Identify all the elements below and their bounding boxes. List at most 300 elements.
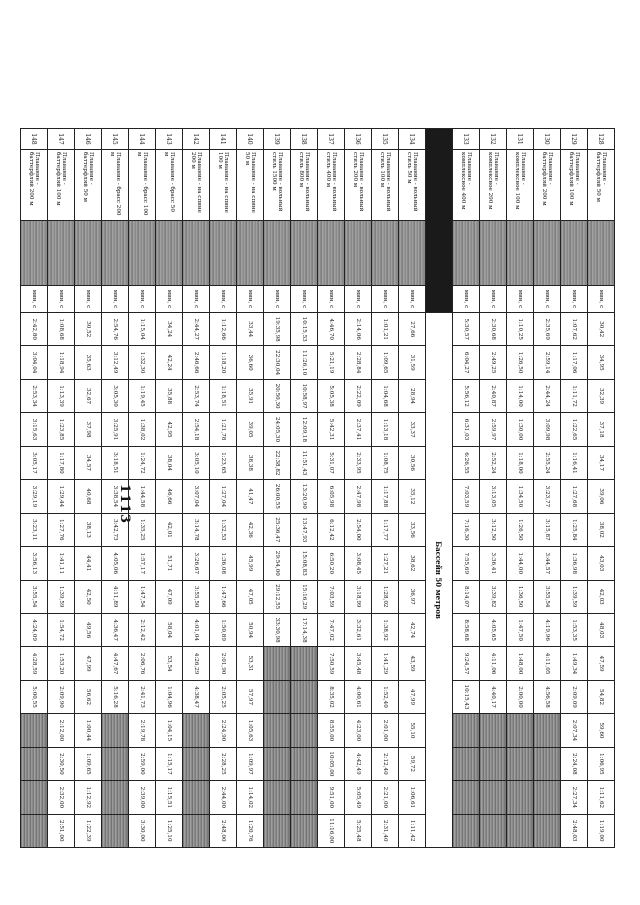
value-cell: [291, 714, 318, 747]
unit-cell: мин, с: [507, 286, 534, 313]
value-cell: 10:15,43: [453, 680, 480, 713]
value-cell: 38,02: [588, 513, 615, 546]
value-cell: 51,71: [156, 547, 183, 580]
value-cell: 2:44,00: [210, 781, 237, 814]
table-row: [21, 129, 48, 848]
unit-cell: мин, с: [210, 286, 237, 313]
value-cell: 3:36,41: [480, 547, 507, 580]
row-number: 128: [588, 129, 615, 150]
table-row: [453, 129, 480, 848]
value-cell: 2:52,24: [480, 446, 507, 479]
value-cell: [264, 680, 291, 713]
value-cell: 39,05: [237, 413, 264, 446]
value-cell: 3:15,63: [21, 413, 48, 446]
redacted-cell: [102, 221, 129, 286]
value-cell: 5:05,49: [345, 781, 372, 814]
value-cell: 3:14,78: [183, 513, 210, 546]
unit-cell: мин, с: [264, 286, 291, 313]
redacted-cell: [318, 221, 345, 286]
value-cell: 1:18,00: [507, 446, 534, 479]
value-cell: 1:00,44: [75, 714, 102, 747]
value-cell: 37,98: [75, 413, 102, 446]
value-cell: 1:17,88: [372, 480, 399, 513]
event-name: Плавание - вольный стиль 200 м: [345, 150, 372, 221]
value-cell: 32,39: [588, 379, 615, 412]
value-cell: [264, 781, 291, 814]
value-cell: 2:47,98: [345, 480, 372, 513]
value-cell: 20:50,30: [264, 379, 291, 412]
value-cell: 34,95: [588, 346, 615, 379]
value-cell: 11:51,43: [291, 446, 318, 479]
value-cell: 1:04,68: [372, 379, 399, 412]
value-cell: 1:25,84: [561, 513, 588, 546]
value-cell: 1:18,94: [48, 346, 75, 379]
value-cell: [102, 814, 129, 847]
table-row: [156, 129, 183, 848]
value-cell: 2:24,90: [210, 714, 237, 747]
value-cell: 1:48,00: [507, 647, 534, 680]
unit-cell: мин, с: [21, 286, 48, 313]
value-cell: 2:14,06: [345, 313, 372, 346]
value-cell: 1:27,68: [561, 480, 588, 513]
value-cell: 10:05,00: [318, 747, 345, 780]
value-cell: 1:13,18: [372, 413, 399, 446]
value-cell: 2:59,97: [480, 413, 507, 446]
value-cell: 6:04,27: [453, 346, 480, 379]
value-cell: 2:44,24: [534, 379, 561, 412]
value-cell: 7:50,59: [318, 647, 345, 680]
value-cell: 1:47,54: [129, 580, 156, 613]
value-cell: 1:08,75: [372, 446, 399, 479]
event-name: Плавание - баттерфляй 50 м: [75, 150, 102, 221]
value-cell: 1:53,35: [561, 613, 588, 646]
value-cell: 38,38: [237, 446, 264, 479]
value-cell: 43,03: [588, 547, 615, 580]
value-cell: 1:41,11: [48, 547, 75, 580]
value-cell: 17:14,38: [291, 613, 318, 646]
value-cell: 55,10: [399, 714, 426, 747]
row-number: 142: [183, 129, 210, 150]
event-name: Плавание - комплексное 200 м: [480, 150, 507, 221]
value-cell: [291, 647, 318, 680]
value-cell: [183, 747, 210, 780]
value-cell: 2:48,00: [210, 814, 237, 847]
value-cell: 1:38,02: [129, 413, 156, 446]
value-cell: 28,94: [399, 379, 426, 412]
value-cell: 2:59,00: [129, 747, 156, 780]
value-cell: 1:54,72: [48, 613, 75, 646]
value-cell: [102, 714, 129, 747]
value-cell: 29:54,00: [264, 547, 291, 580]
value-cell: 34,57: [75, 446, 102, 479]
value-cell: 7:47,02: [318, 613, 345, 646]
value-cell: 3:08,45: [345, 547, 372, 580]
value-cell: 2:54,00: [345, 513, 372, 546]
value-cell: 1:18,20: [210, 346, 237, 379]
value-cell: 3:15,87: [534, 513, 561, 546]
row-number: 134: [399, 129, 426, 150]
value-cell: 2:12,40: [372, 747, 399, 780]
redacted-cell: [75, 221, 102, 286]
unit-cell: мин, с: [561, 286, 588, 313]
value-cell: 3:05,17: [21, 446, 48, 479]
value-cell: [183, 714, 210, 747]
value-cell: 2:41,73: [129, 680, 156, 713]
redacted-cell: [129, 221, 156, 286]
row-number: 148: [21, 129, 48, 150]
value-cell: [183, 781, 210, 814]
value-cell: 4:42,49: [345, 747, 372, 780]
value-cell: [507, 714, 534, 747]
value-cell: 49,56: [75, 613, 102, 646]
value-cell: [291, 781, 318, 814]
value-cell: 10:58,97: [291, 379, 318, 412]
value-cell: 2:55,24: [534, 446, 561, 479]
value-cell: 6:12,42: [318, 513, 345, 546]
table-row: [291, 129, 318, 848]
event-name: Плавание - баттерфляй 100 м: [561, 150, 588, 221]
value-cell: 3:42,73: [102, 513, 129, 546]
value-cell: 4:11,05: [534, 647, 561, 680]
value-cell: 2:07,34: [561, 714, 588, 747]
unit-cell: мин, с: [453, 286, 480, 313]
value-cell: 1:30,00: [507, 413, 534, 446]
value-cell: 2:28,84: [345, 346, 372, 379]
value-cell: 11:26,10: [291, 346, 318, 379]
redacted-cell: [480, 221, 507, 286]
table-row: [210, 129, 237, 848]
value-cell: 38,04: [156, 446, 183, 479]
value-cell: 4:05,65: [480, 613, 507, 646]
standards-table: [20, 128, 615, 848]
value-cell: 15:08,83: [291, 547, 318, 580]
row-number: 131: [507, 129, 534, 150]
value-cell: 40,68: [75, 480, 102, 513]
unit-cell: мин, с: [534, 286, 561, 313]
value-cell: [102, 747, 129, 780]
value-cell: [507, 814, 534, 847]
value-cell: [21, 714, 48, 747]
value-cell: 2:09,09: [561, 680, 588, 713]
table-row: [399, 129, 426, 848]
value-cell: 1:20,76: [237, 814, 264, 847]
redacted-cell: [210, 221, 237, 286]
value-cell: 38,13: [75, 513, 102, 546]
value-cell: 1:49,34: [561, 647, 588, 680]
value-cell: 2:31,40: [372, 814, 399, 847]
row-number: 139: [264, 129, 291, 150]
value-cell: [534, 714, 561, 747]
value-cell: 1:06,61: [399, 781, 426, 814]
value-cell: 2:44,27: [183, 313, 210, 346]
unit-cell: мин, с: [480, 286, 507, 313]
event-name: Плавание - брасс 50 м: [156, 150, 183, 221]
value-cell: [291, 747, 318, 780]
value-cell: 58,04: [156, 613, 183, 646]
value-cell: 36,60: [237, 346, 264, 379]
table-row: [318, 129, 345, 848]
value-cell: 31,59: [399, 346, 426, 379]
value-cell: 3:44,57: [534, 547, 561, 580]
value-cell: 41,47: [237, 480, 264, 513]
value-cell: 8:58,68: [453, 613, 480, 646]
value-cell: 1:23,85: [48, 413, 75, 446]
value-cell: 2:42,80: [21, 313, 48, 346]
value-cell: 1:22,39: [75, 814, 102, 847]
value-cell: 6:26,55: [453, 446, 480, 479]
value-cell: 2:32,00: [48, 781, 75, 814]
redacted-cell: [237, 221, 264, 286]
value-cell: 1:19,45: [129, 379, 156, 412]
value-cell: 42,03: [588, 580, 615, 613]
event-name: Плавание - брасс 200 м: [102, 150, 129, 221]
value-cell: [453, 814, 480, 847]
value-cell: 1:11,42: [399, 814, 426, 847]
value-cell: 22:38,82: [264, 446, 291, 479]
value-cell: [480, 781, 507, 814]
row-number: 138: [291, 129, 318, 150]
value-cell: 4:56,58: [534, 680, 561, 713]
value-cell: 13:20,90: [291, 480, 318, 513]
event-name: Плавание - вольный стиль 400 м: [318, 150, 345, 221]
value-cell: 1:24,72: [129, 446, 156, 479]
value-cell: 38,62: [399, 547, 426, 580]
value-cell: 2:12,42: [129, 613, 156, 646]
event-name: Плавание - брасс 100 м: [129, 150, 156, 221]
value-cell: 47,59: [588, 647, 615, 680]
value-cell: 5:16,28: [102, 680, 129, 713]
value-cell: 2:09,90: [48, 680, 75, 713]
value-cell: [480, 814, 507, 847]
value-cell: 4:36,47: [102, 613, 129, 646]
value-cell: 1:47,50: [507, 613, 534, 646]
value-cell: 33:30,98: [264, 613, 291, 646]
value-cell: 1:26,50: [507, 513, 534, 546]
value-cell: 6:31,03: [453, 413, 480, 446]
value-cell: 5:56,12: [453, 379, 480, 412]
event-name: Плавание - баттерфляй 200 м: [21, 150, 48, 221]
value-cell: 1:36,98: [561, 547, 588, 580]
row-number: 145: [102, 129, 129, 150]
value-cell: 3:07,04: [183, 480, 210, 513]
value-cell: [453, 747, 480, 780]
unit-cell: мин, с: [345, 286, 372, 313]
row-number: 146: [75, 129, 102, 150]
value-cell: 4:19,96: [534, 613, 561, 646]
value-cell: 1:15,17: [156, 747, 183, 780]
value-cell: 9:24,57: [453, 647, 480, 680]
value-cell: 7:55,69: [453, 547, 480, 580]
value-cell: 1:57,17: [129, 547, 156, 580]
value-cell: 3:13,05: [480, 480, 507, 513]
value-cell: 2:06,76: [129, 647, 156, 680]
value-cell: 1:11,72: [561, 379, 588, 412]
section-title: Бассейн 50 метров: [426, 313, 453, 848]
value-cell: 6:05,98: [318, 480, 345, 513]
value-cell: 3:18,51: [102, 446, 129, 479]
value-cell: 2:39,00: [129, 781, 156, 814]
value-cell: 4:40,17: [480, 680, 507, 713]
value-cell: 53,31: [237, 647, 264, 680]
value-cell: 2:51,00: [48, 814, 75, 847]
redacted-cell: [561, 221, 588, 286]
value-cell: 4:46,70: [318, 313, 345, 346]
event-name: Плавание - комплексное 100 м: [507, 150, 534, 221]
value-cell: 1:52,40: [372, 680, 399, 713]
value-cell: 42,74: [399, 613, 426, 646]
value-cell: 33,37: [399, 413, 426, 446]
value-cell: 1:47,66: [210, 580, 237, 613]
redacted-cell: [21, 221, 48, 286]
unit-cell: мин, с: [291, 286, 318, 313]
row-number: 130: [534, 129, 561, 150]
value-cell: 57,97: [237, 680, 264, 713]
value-cell: 1:05,63: [237, 714, 264, 747]
value-cell: 11:16,00: [318, 814, 345, 847]
value-cell: 54,82: [588, 680, 615, 713]
value-cell: 3:23,11: [21, 513, 48, 546]
value-cell: 2:28,25: [210, 747, 237, 780]
value-cell: 2:54,76: [102, 313, 129, 346]
value-cell: 42,24: [156, 346, 183, 379]
value-cell: 1:38,92: [372, 613, 399, 646]
value-cell: 1:10,25: [507, 313, 534, 346]
unit-cell: мин, с: [588, 286, 615, 313]
value-cell: [264, 747, 291, 780]
value-cell: 2:48,03: [561, 814, 588, 847]
value-cell: 2:12,00: [48, 714, 75, 747]
value-cell: 4:24,09: [21, 613, 48, 646]
value-cell: 4:47,67: [102, 647, 129, 680]
value-cell: 3:45,48: [345, 647, 372, 680]
unit-cell: мин, с: [48, 286, 75, 313]
value-cell: 3:56,13: [21, 547, 48, 580]
value-cell: 42,01: [156, 513, 183, 546]
value-cell: 42,95: [156, 413, 183, 446]
value-cell: 1:27,76: [48, 513, 75, 546]
value-cell: 3:05,30: [102, 379, 129, 412]
value-cell: [21, 814, 48, 847]
value-cell: 3:30,00: [129, 814, 156, 847]
unit-cell: мин, с: [183, 286, 210, 313]
table-row: [75, 129, 102, 848]
value-cell: 5:42,31: [318, 413, 345, 446]
value-cell: 1:25,10: [156, 814, 183, 847]
page-number: 1113: [117, 483, 132, 525]
unit-cell: мин, с: [372, 286, 399, 313]
value-cell: 3:32,61: [345, 613, 372, 646]
value-cell: 1:44,00: [507, 547, 534, 580]
redacted-cell: [534, 221, 561, 286]
unit-cell: мин, с: [318, 286, 345, 313]
value-cell: 2:01,00: [372, 714, 399, 747]
value-cell: 1:12,92: [75, 781, 102, 814]
row-number: 129: [561, 129, 588, 150]
value-cell: 33,56: [399, 513, 426, 546]
value-cell: 1:27,21: [372, 547, 399, 580]
value-cell: 2:05,25: [210, 680, 237, 713]
table-row: [129, 129, 156, 848]
value-cell: 1:36,50: [507, 580, 534, 613]
value-cell: 7:03,59: [318, 580, 345, 613]
value-cell: 2:21,00: [372, 781, 399, 814]
value-cell: 4:26,29: [183, 647, 210, 680]
value-cell: 3:12,50: [480, 513, 507, 546]
table-row: [264, 129, 291, 848]
value-cell: 30,56: [399, 446, 426, 479]
row-number: 147: [48, 129, 75, 150]
value-cell: 37,18: [588, 413, 615, 446]
value-cell: 1:36,08: [210, 547, 237, 580]
event-name: Плавание - комплексное 400 м: [453, 150, 480, 221]
value-cell: 3:05,10: [183, 446, 210, 479]
value-cell: 2:30,68: [480, 313, 507, 346]
value-cell: 1:13,39: [48, 379, 75, 412]
value-cell: 1:01,21: [372, 313, 399, 346]
value-cell: 47,09: [156, 580, 183, 613]
rotated-table-wrapper: [28, 128, 615, 848]
redacted-cell: [291, 221, 318, 286]
value-cell: [264, 814, 291, 847]
value-cell: 42,50: [75, 580, 102, 613]
value-cell: [21, 747, 48, 780]
value-cell: 34,17: [588, 446, 615, 479]
value-cell: 4:11,89: [102, 580, 129, 613]
value-cell: 2:24,08: [561, 747, 588, 780]
redacted-cell: [453, 221, 480, 286]
value-cell: 1:21,78: [210, 413, 237, 446]
value-cell: 5:05,38: [318, 379, 345, 412]
redacted-cell: [48, 221, 75, 286]
value-cell: [480, 714, 507, 747]
value-cell: 50,94: [237, 613, 264, 646]
value-cell: 3:55,54: [21, 580, 48, 613]
value-cell: 1:09,97: [237, 747, 264, 780]
value-cell: 5:30,57: [453, 313, 480, 346]
value-cell: [534, 747, 561, 780]
row-number: 143: [156, 129, 183, 150]
value-cell: 2:37,41: [345, 413, 372, 446]
redacted-cell: [372, 221, 399, 286]
value-cell: 2:01,90: [210, 647, 237, 680]
value-cell: 35,63: [75, 346, 102, 379]
value-cell: 1:14,02: [237, 781, 264, 814]
table-row: [507, 129, 534, 848]
value-cell: 7:03,59: [453, 480, 480, 513]
value-cell: 27,66: [399, 313, 426, 346]
value-cell: 1:15,51: [156, 781, 183, 814]
value-cell: 2:53,34: [21, 379, 48, 412]
value-cell: 30,42: [588, 313, 615, 346]
value-cell: 42,36: [237, 513, 264, 546]
value-cell: 3:25,91: [102, 413, 129, 446]
value-cell: 1:32,30: [129, 346, 156, 379]
value-cell: 4:11,06: [480, 647, 507, 680]
table-row: [534, 129, 561, 848]
value-cell: 9:51,00: [318, 781, 345, 814]
value-cell: 2:30,50: [48, 747, 75, 780]
unit-cell: мин, с: [237, 286, 264, 313]
value-cell: [507, 781, 534, 814]
unit-cell: мин, с: [75, 286, 102, 313]
redacted-cell: [588, 221, 615, 286]
value-cell: 1:19,00: [588, 814, 615, 847]
value-cell: 43,59: [399, 647, 426, 680]
value-cell: [291, 680, 318, 713]
value-cell: 35,91: [237, 379, 264, 412]
value-cell: 39,06: [588, 480, 615, 513]
value-cell: 2:40,87: [480, 379, 507, 412]
